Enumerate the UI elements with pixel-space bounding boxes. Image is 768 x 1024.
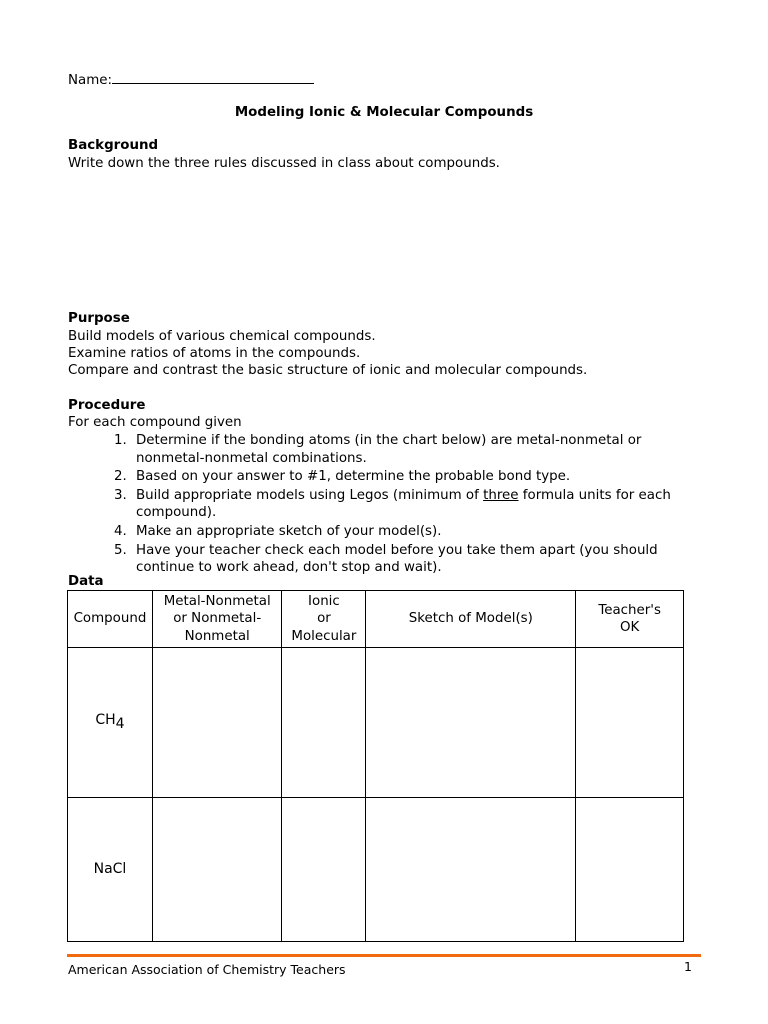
purpose-line: Examine ratios of atoms in the compounds. xyxy=(68,346,361,361)
bond-combo-cell[interactable] xyxy=(152,648,282,798)
procedure-list xyxy=(114,432,726,578)
procedure-step: 5. Have your teacher check each model before you take them apart (you should continue to work ahead, don't stop and wait). xyxy=(114,542,658,576)
procedure-heading: Procedure xyxy=(68,398,146,413)
column-header-ionic-molecular: Ionic or Molecular xyxy=(282,591,366,648)
emphasis-three: three xyxy=(483,487,519,503)
procedure-intro: For each compound given xyxy=(68,415,242,430)
data-table xyxy=(67,590,684,942)
bond-type-cell[interactable] xyxy=(282,798,366,942)
page-number: 1 xyxy=(684,959,692,974)
background-heading: Background xyxy=(68,138,159,153)
purpose-line: Compare and contrast the basic structure of ionic and molecular compounds. xyxy=(68,363,588,378)
purpose-heading: Purpose xyxy=(68,311,130,326)
sketch-cell[interactable] xyxy=(366,648,576,798)
procedure-step: 2. Based on your answer to #1, determine the probable bond type. xyxy=(114,469,571,485)
teacher-ok-cell[interactable] xyxy=(576,798,684,942)
background-text: Write down the three rules discussed in class about compounds. xyxy=(68,156,500,171)
name-label: Name: xyxy=(68,73,113,88)
column-header-metal-nonmetal: Metal-Nonmetal or Nonmetal- Nonmetal xyxy=(152,591,282,648)
column-header-sketch: Sketch of Model(s) xyxy=(366,591,576,648)
procedure-step: 1. Determine if the bonding atoms (in the chart below) are metal-nonmetal or nonmetal-nonmetal combinations. xyxy=(114,433,642,466)
compound-cell: NaCl xyxy=(68,798,153,942)
column-header-teacher-ok: Teacher's OK xyxy=(576,591,684,648)
procedure-step: 3. Build appropriate models using Legos (minimum of three formula units for each compound). xyxy=(114,487,671,521)
name-line xyxy=(68,70,314,89)
procedure-step: 4. Make an appropriate sketch of your model(s). xyxy=(114,523,442,539)
page-title: Modeling Ionic & Molecular Compounds xyxy=(234,105,534,120)
compound-cell: $CH_4$ xyxy=(68,648,153,798)
table-header-row xyxy=(68,591,684,648)
data-heading: Data xyxy=(68,574,104,589)
bond-type-cell[interactable] xyxy=(282,648,366,798)
sketch-cell[interactable] xyxy=(366,798,576,942)
name-blank[interactable] xyxy=(112,70,314,84)
bond-combo-cell[interactable] xyxy=(152,798,282,942)
table-row xyxy=(68,648,684,798)
teacher-ok-cell[interactable] xyxy=(576,648,684,798)
footer-rule xyxy=(67,954,701,957)
purpose-line: Build models of various chemical compounds. xyxy=(68,329,376,344)
column-header-compound: Compound xyxy=(68,591,153,648)
table-row xyxy=(68,798,684,942)
footer-organization: American Association of Chemistry Teachers xyxy=(68,962,346,977)
